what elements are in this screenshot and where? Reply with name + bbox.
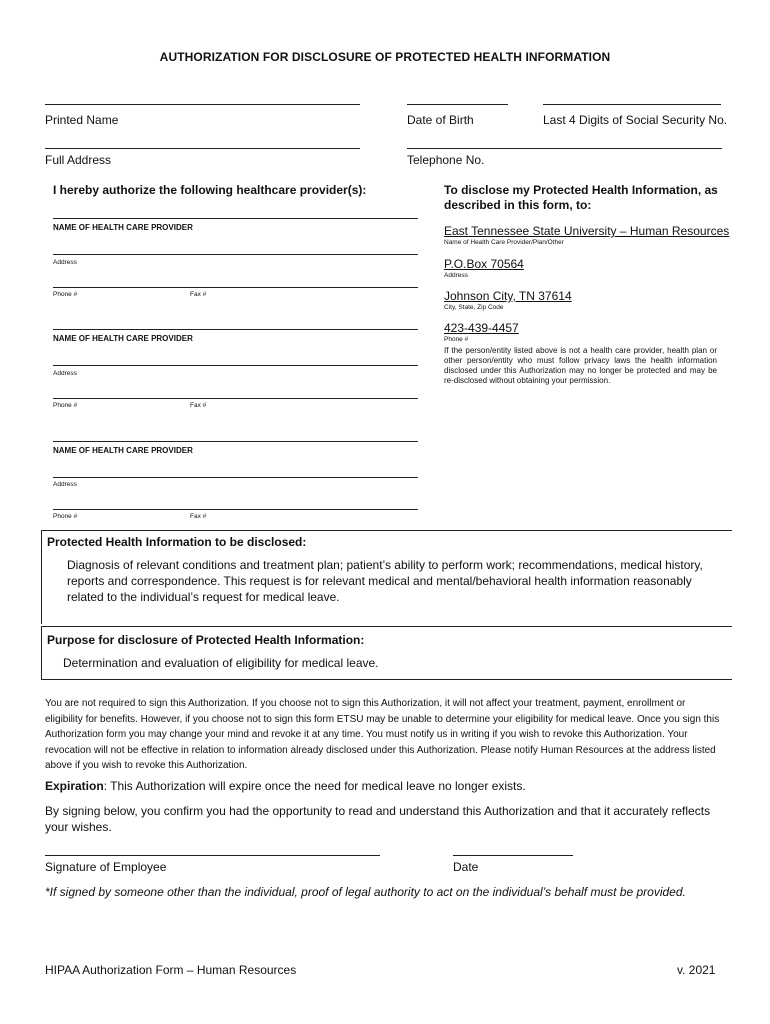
- provider-name-line[interactable]: [53, 218, 418, 219]
- provider-address-line[interactable]: [53, 254, 418, 255]
- recipient-address: P.O.Box 70564: [444, 257, 524, 271]
- purpose-text: Determination and evaluation of eligibility for medical leave.: [63, 656, 379, 670]
- provider-fax-label: Fax #: [190, 402, 207, 409]
- revocation-notice: You are not required to sign this Authorization. If you choose not to sign this Authorization, it will not affect your treatment, payment, enrollment or eligibility for benefits. However, if you choose not to sign this form ETSU may be unable to determine your eligibility for medical leave. Once you sign this Authorization form you may change your mind and revoke it at any time. You must notify us in writing if you wish to revoke this Authorization. Your revocation will not be effective in relation to information already disclosed under this Authorization. Please notify Human Resources at the address listed above if you wish to revoke this Authorization.: [45, 698, 720, 771]
- printed-name-line[interactable]: [45, 104, 360, 105]
- phi-text: Diagnosis of relevant conditions and treatment plan; patient’s ability to perform work; recommendations, medical history, reports and correspondence. This request is for relevant medical and mental/behavioral health information reasonably related to the individual’s request for medical leave.: [67, 558, 703, 604]
- provider-name-label: NAME OF HEALTH CARE PROVIDER: [53, 334, 193, 343]
- dob-label: Date of Birth: [407, 113, 474, 127]
- purpose-heading: Purpose for disclosure of Protected Health Information:: [47, 633, 365, 647]
- signature-line[interactable]: [45, 855, 380, 856]
- expiration-label: Expiration: [45, 779, 104, 793]
- provider-name-line[interactable]: [53, 441, 418, 442]
- provider-phone-line[interactable]: [53, 287, 418, 288]
- provider-phone-line[interactable]: [53, 509, 418, 510]
- recipient-phone: 423-439-4457: [444, 321, 519, 335]
- footer-form-name: HIPAA Authorization Form – Human Resources: [45, 963, 297, 977]
- provider-fax-label: Fax #: [190, 513, 207, 520]
- date-label: Date: [453, 860, 479, 874]
- recipient-address-caption: Address: [444, 272, 468, 279]
- provider-address-line[interactable]: [53, 365, 418, 366]
- provider-phone-label: Phone #: [53, 402, 78, 409]
- confirmation-text: By signing below, you confirm you had the opportunity to read and understand this Authorization and that it accurately reflects your wishes.: [45, 804, 711, 834]
- recipient-notice: If the person/entity listed above is not a health care provider, health plan or other person/entity who must follow privacy laws the health information disclosed under this Authorization may no longer be protected and may be re-disclosed without obtaining your permission.: [444, 346, 717, 385]
- provider-address-label: Address: [53, 370, 77, 377]
- ssn-line[interactable]: [543, 104, 721, 105]
- recipient-name: East Tennessee State University – Human Resources: [444, 224, 730, 238]
- provider-fax-label: Fax #: [190, 291, 207, 298]
- provider-address-line[interactable]: [53, 477, 418, 478]
- phi-heading: Protected Health Information to be disclosed:: [47, 535, 307, 549]
- full-address-line[interactable]: [45, 148, 360, 149]
- provider-phone-line[interactable]: [53, 398, 418, 399]
- full-address-label: Full Address: [45, 153, 112, 167]
- provider-address-label: Address: [53, 481, 77, 488]
- recipient-city: Johnson City, TN 37614: [444, 289, 572, 303]
- expiration-text: : This Authorization will expire once the need for medical leave no longer exists.: [103, 779, 526, 793]
- provider-name-label: NAME OF HEALTH CARE PROVIDER: [53, 223, 193, 232]
- provider-address-label: Address: [53, 259, 77, 266]
- provider-phone-label: Phone #: [53, 291, 78, 298]
- date-line[interactable]: [453, 855, 573, 856]
- recipient-phone-caption: Phone #: [444, 336, 469, 343]
- signature-label: Signature of Employee: [45, 860, 167, 874]
- provider-phone-label: Phone #: [53, 513, 78, 520]
- provider-name-line[interactable]: [53, 329, 418, 330]
- provider-name-label: NAME OF HEALTH CARE PROVIDER: [53, 446, 193, 455]
- telephone-label: Telephone No.: [407, 153, 485, 167]
- recipient-city-caption: City, State, Zip Code: [444, 304, 504, 311]
- printed-name-label: Printed Name: [45, 113, 119, 127]
- telephone-line[interactable]: [407, 148, 722, 149]
- recipient-name-caption: Name of Health Care Provider/Plan/Other: [444, 239, 564, 246]
- legal-authority-note: *If signed by someone other than the individual, proof of legal authority to act on the individual’s behalf must be provided.: [45, 885, 686, 899]
- expiration-statement: [45, 778, 725, 794]
- disclose-heading: To disclose my Protected Health Information, as described in this form, to:: [444, 183, 718, 212]
- footer-version: v. 2021: [677, 963, 716, 977]
- form-title: AUTHORIZATION FOR DISCLOSURE OF PROTECTED HEALTH INFORMATION: [159, 50, 611, 64]
- ssn-label: Last 4 Digits of Social Security No.: [543, 113, 728, 127]
- authorize-heading: I hereby authorize the following healthcare provider(s):: [53, 183, 367, 197]
- dob-line[interactable]: [407, 104, 508, 105]
